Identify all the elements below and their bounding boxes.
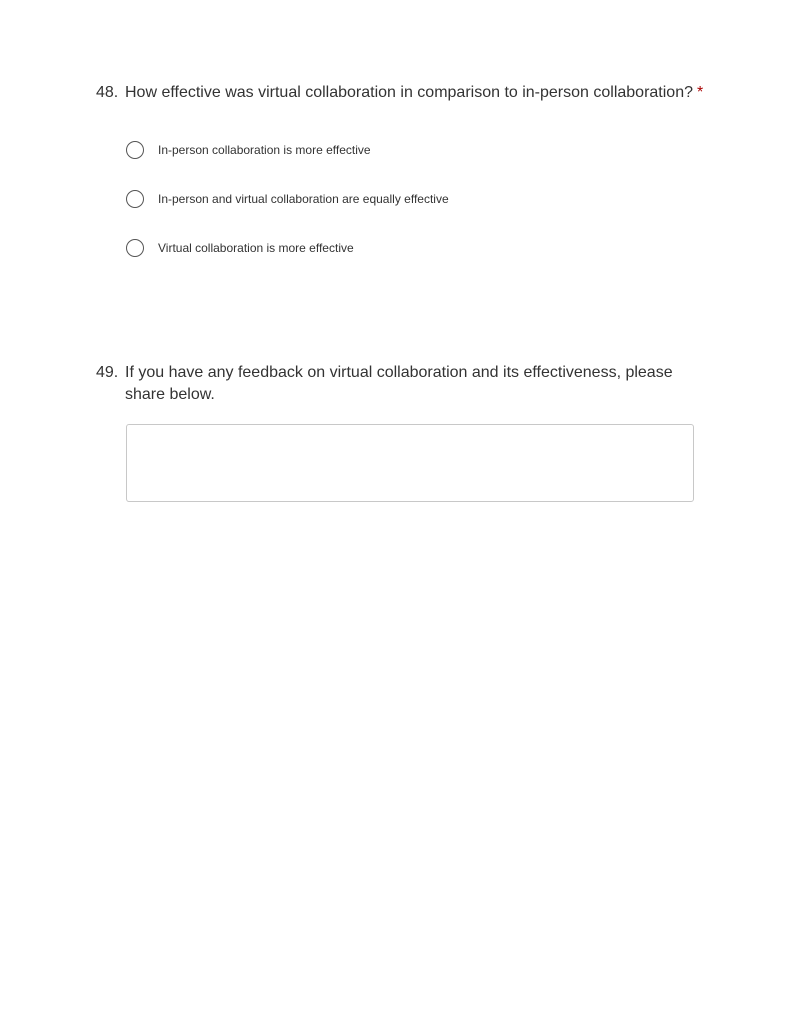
question-text: If you have any feedback on virtual collaboration and its effectiveness, please share below. xyxy=(125,364,673,403)
option-label: In-person collaboration is more effective xyxy=(158,143,371,157)
radio-option-virtual-more-effective[interactable] xyxy=(126,238,449,258)
radio-group xyxy=(126,140,449,287)
question-49 xyxy=(96,362,706,406)
radio-button[interactable] xyxy=(126,141,144,159)
radio-button[interactable] xyxy=(126,190,144,208)
question-48 xyxy=(96,82,706,255)
radio-button[interactable] xyxy=(126,239,144,257)
option-label: In-person and virtual collaboration are equally effective xyxy=(158,192,449,206)
question-48-title xyxy=(96,82,706,104)
question-number: 48. xyxy=(96,84,119,101)
feedback-textarea[interactable] xyxy=(126,424,694,502)
question-49-title xyxy=(96,362,706,406)
required-marker: * xyxy=(697,84,704,101)
question-number: 49. xyxy=(96,364,119,381)
question-text: How effective was virtual collaboration in comparison to in-person collaboration? xyxy=(125,84,693,101)
radio-option-in-person-more-effective[interactable] xyxy=(126,140,449,160)
radio-option-equally-effective[interactable] xyxy=(126,189,449,209)
option-label: Virtual collaboration is more effective xyxy=(158,241,354,255)
